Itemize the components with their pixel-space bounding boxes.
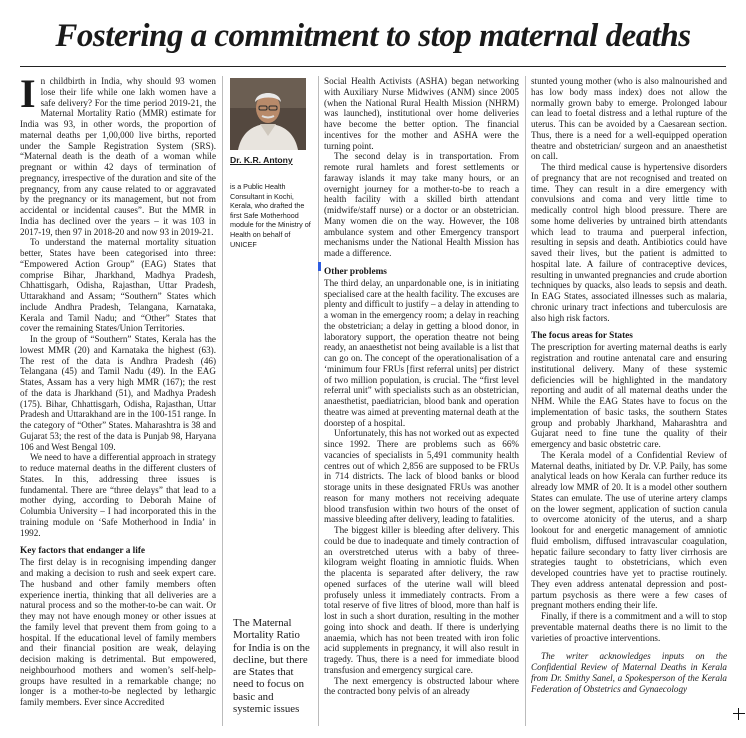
pull-quote: The Maternal Mortality Ratio for India is on the decline, but there are States that need to focus on basic and systemic issues (233, 617, 310, 716)
paragraph: stunted young mother (who is also malnourished and has low body mass index) does not allow the normally grown baby to emerge. Prolonged labour can lead to foetal distress and a lethal rupture of the uterus. This can be avoided by a Caesarean section. Thus, there is a need for a well-equipped operation theatre and obstetrician/ surgeon and an anaesthetist on call. (531, 76, 727, 162)
section-heading: The focus areas for States (531, 331, 633, 342)
headline-rule (20, 66, 726, 67)
paragraph: The Kerala model of a Confidential Review of Maternal deaths, initiated by Dr. V.P. Paily, has some analytical leads on how Kerala can further reduce its already low MMR of 20. It is a model other southern States can emulate. The use of uterine artery clamps on the lower segment, application of suction canula to overcome atonicity of the uterus, and a sharp lookout for and energetic management of amniotic fluid embolism, diffused intravascular coagulation, hepatic failure secondary to fatty liver cirrhosis are strategies taught to obstetricians, which even developed countries have yet to practise routinely. They even address antenatal depression and post-partum psychosis as there were a few cases of pregnant mothers ending their life. (531, 449, 727, 611)
paragraph: Social Health Activists (ASHA) began networking with Auxiliary Nurse Midwives (ANM) since 2005 (when the National Rural Health Mission (NHRM) was launched), institutional over home deliveries have become the better option. The financial incentives for the mother and ASHA were the turning point. (324, 76, 519, 151)
article-column-3 (324, 76, 519, 697)
paragraph: The third delay, an unpardonable one, is in initiating specialised care at the health facility. The excuses are plenty and difficult to justify – a delay in attending to a woman in the emergency room; a delay in reaching the obstetrician; a delay in getting a blood donor, in laboratory support, the operation theatre not being ready, an anaesthetist not being available is a list that can go on. The concept of the operationalisation of a ‘minimum four FRUs [first referral units] per district of two million population, is crucial. The “first level referral unit” with specialists such as an obstetrician, anaesthetist, paediatrician, blood bank and operation theatre was aimed at preventing maternal death at the doorstep of a hospital. (324, 277, 519, 428)
author-name[interactable]: Dr. K.R. Antony (230, 155, 293, 165)
author-portrait-icon (230, 78, 306, 150)
paragraph: The biggest killer is bleeding after delivery. This could be due to inadequate and timely contraction of an overstretched uterus with a baby of three-kilogram weight floating in amniotic fluids. When the placenta is separated after delivery, the raw opened surfaces of the uterine wall will bleed profusely unless it immediately contracts. From a total reserve of five litres of blood, more than half is lost in such a short duration, resulting in the mother going into shock and death. If there is underlying anaemia, which has not been treated with iron folic acid supplements in pregnancy, it will also result in tragedy. Thus, there is a need for immediate blood transfusion and emergency surgical care. (324, 525, 519, 675)
author-photo (230, 78, 306, 150)
headline: Fostering a commitment to stop maternal deaths (55, 18, 691, 54)
column-divider (525, 76, 526, 726)
section-heading: Other problems (324, 266, 387, 277)
text-cursor-icon (318, 262, 321, 271)
paragraph: Unfortunately, this has not worked out as expected since 1992. There are problems such as 66% vacancies of specialists in 5,491 community health centres out of which 2,856 are supposed to be FRUs in 714 districts. The lack of blood banks or blood storage units in these designated FRUs was another reason for many mothers not receiving adequate blood transfusion within two hours of the onset of massive bleeding after delivery, leading to fatalities. (324, 428, 519, 525)
paragraph: The prescription for averting maternal deaths is early registration and routine antenatal care and ensuring institutional delivery. Many of these systemic deficiencies will be highlighted in the mandatory reporting and audit of all maternal deaths under the NHM. While the EAG States have to focus on the implementation of basic tasks, the southern States group and probably Jharkhand, Maharashtra and Gujarat need to fine tune the quality of their emergency and basic obstetric care. (531, 342, 727, 449)
section-heading: Key factors that endanger a life (20, 546, 146, 557)
drop-cap: I (20, 71, 36, 116)
paragraph: Finally, if there is a commitment and a will to stop preventable maternal deaths there is no limit to the varieties of proactive interventions. (531, 611, 727, 643)
paragraph: We need to have a differential approach in strategy to reduce maternal deaths in the different clusters of States. In this, addressing three issues is fundamental. There are “three delays” that lead to a mother dying, according to Deborah Maine of Columbia University – I had incorporated this in the training module on ‘Safe Motherhood in India’ in 1992. (20, 452, 216, 538)
crosshair-cursor-icon (733, 708, 745, 720)
paragraph: To understand the maternal mortality situation better, States have been categorised into three: “Empowered Action Group” (EAG) States that comprise Bihar, Jharkhand, Madhya Pradesh, Chhattisgarh, Odisha, Rajasthan, Uttar Pradesh, Uttarakhand and Assam; “Southern” States which include Andhra Pradesh, Telangana, Karnataka, Kerala and Tamil Nadu; and “Other” States that cover the remaining States/Union Territories. (20, 237, 216, 334)
acknowledgement: The writer acknowledges inputs on the Confidential Review of Maternal Deaths in Kerala from Dr. Smithy Sanel, a Spokesperson of the Kerala Federation of Obstetrics and Gynaecology (531, 651, 727, 694)
column-divider (222, 76, 223, 726)
paragraph: The third medical cause is hypertensive disorders of pregnancy that are not recognised and treated on time. They can result in a dire emergency with convulsions and coma and very little time to medically control high blood pressure. There are some home deliveries by untrained birth attendants which lead to trauma and puerperal infection, resulting in sepsis and death. Antibiotics could have saved their lives, but the patient is admitted to hospital late. A failure of contraceptive devices, resulting in unwanted pregnancies and crude abortion techniques by quacks, also leads to sepsis and death. In EAG States, associated illnesses such as malaria, chronic urinary tract infections and tuberculosis are also high risk factors. (531, 162, 727, 323)
paragraph: In the group of “Southern” States, Kerala has the lowest MMR (20) and Karnataka the highest (63). The rest of the data is Andhra Pradesh (46) Telangana (45) and Tamil Nadu (49). In the EAG States, Assam has a very high MMR (167); the rest of the data is Jharkhand (51), and Madhya Pradesh (175). Bihar, Chhattisgarh, Odisha, Rajasthan, Uttar Pradesh and Uttarakhand are in the 100-151 range. In the category of “Other” States. Maharashtra is 38 and Gujarat 53; the rest of the data is Punjab 98, Haryana 106 and West Bengal 109. (20, 334, 216, 452)
paragraph: The next emergency is obstructed labour where the contracted bony pelvis of an already (324, 675, 519, 697)
paragraph: The second delay is in transportation. From remote rural hamlets and forest settlements or faraway islands it may take many hours, or an overnight journey for a mother-to-be to reach a health facility with a skilled birth attendant (midwife/staff nurse) or a doctor or an obstetrician. Many women die on the way. However, the 108 ambulance system and other Emergency transport mechanisms under the National Health Mission has made a difference. (324, 151, 519, 258)
column-divider (318, 76, 319, 726)
paragraph: n childbirth in India, why should 93 women lose their life while one lakh women have a safe delivery? For the time period 2019-21, the Maternal Mortality Ratio (MMR) estimate for India was 93, in other words, the proportion of maternal deaths per 1,00,000 live births, reported under the Sample Registration System (SRS). “Maternal death is the death of a woman while pregnant or within 42 days of termination of pregnancy, irrespective of the duration and site of the pregnancy, from any cause related to or aggravated by the pregnancy or its management, but not from accidental or incidental causes”. But the MMR in India has declined over the years – it was 103 in 2017-19, then 97 in 2018-20 and now 93 in 2019-21. (20, 76, 216, 237)
article-column-4 (531, 76, 727, 694)
paragraph: The first delay is in recognising impending danger and making a decision to rush and seek expert care. The husband and other family members often experience inertia, thinking that all deliveries are a natural process and so the mother-to-be can wait. Or they may not have enough money or other issues at the family level that prevent them from going to a hospital. If the educational level of family members and their financial position are weak, delaying decision making is detrimental. But empowered, neighbourhood mothers and women’s self-help-groups have resulted in a remarkable change; no longer is a mother-to-be neglected by lethargic family members. Ever since Accredited (20, 557, 216, 707)
author-bio: is a Public Health Consultant in Kochi, Kerala, who drafted the first Safe Motherhood module for the Ministry of Health on behalf of UNICEF (230, 182, 311, 249)
article-column-1 (20, 71, 216, 708)
